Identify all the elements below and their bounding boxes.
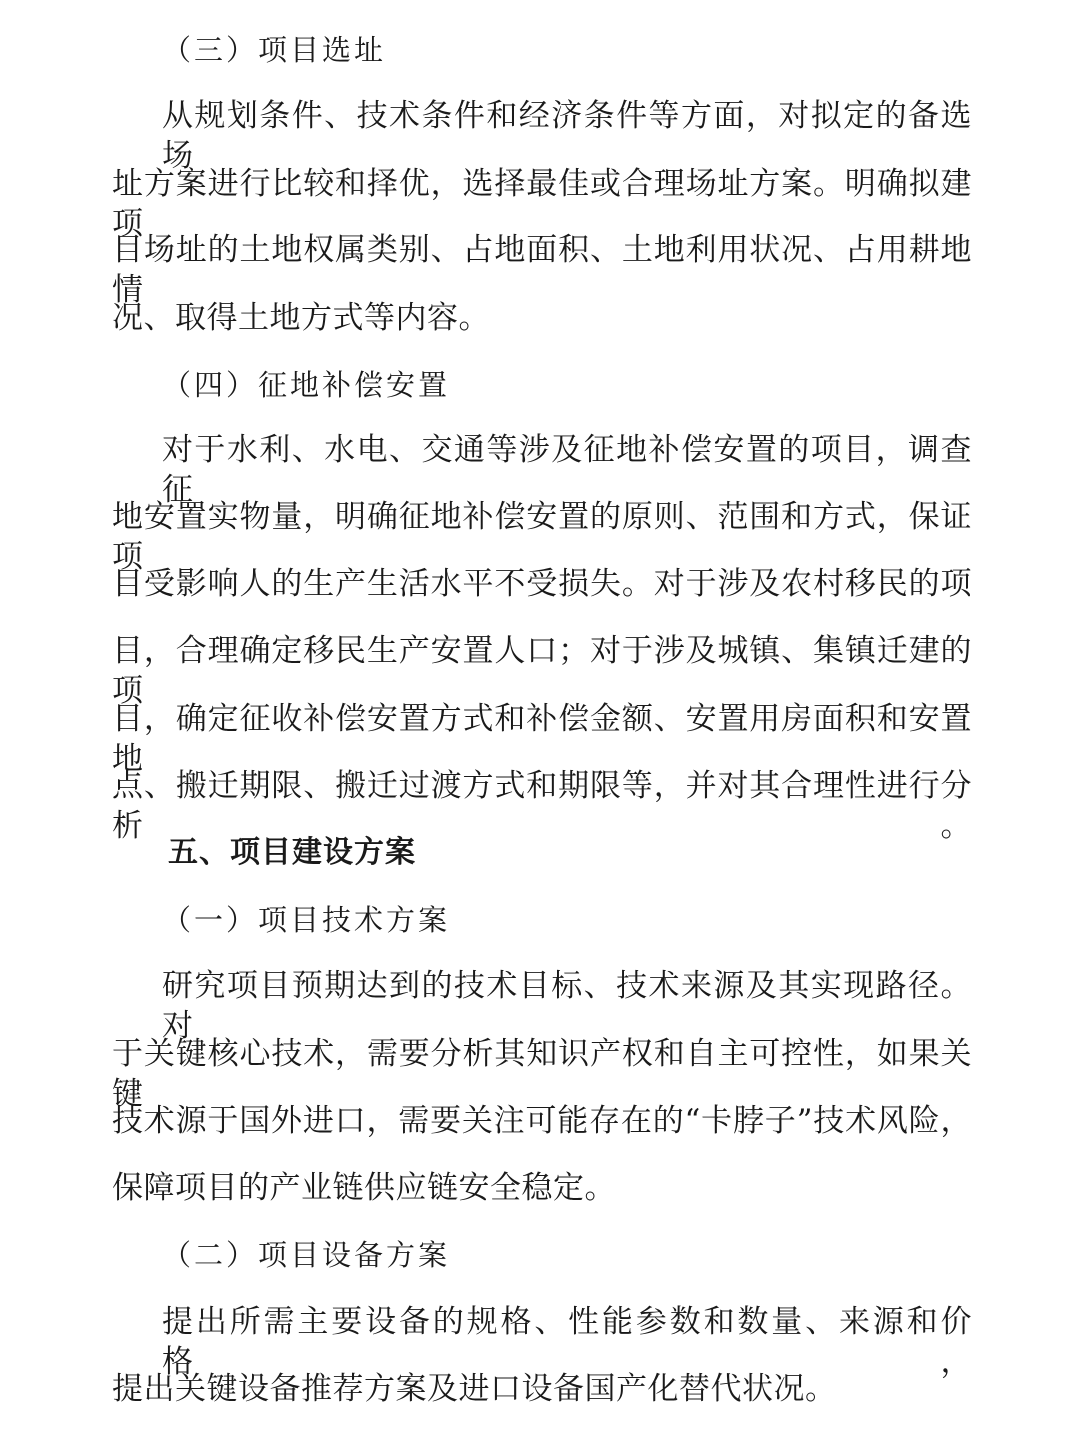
paragraph-line: 目场址的土地权属类别、占地面积、土地利用状况、占用耕地情 — [112, 232, 972, 308]
section-heading-land-compensation: （四）征地补偿安置 — [162, 368, 451, 402]
paragraph-line: 点、搬迁期限、搬迁过渡方式和期限等，并对其合理性进行分析。 — [112, 768, 972, 844]
paragraph-line: 址方案进行比较和择优，选择最佳或合理场址方案。明确拟建项 — [112, 166, 972, 242]
paragraph-line: 况、取得土地方式等内容。 — [112, 300, 490, 336]
paragraph-line: 目受影响人的生产生活水平不受损失。对于涉及农村移民的项 — [112, 566, 972, 602]
paragraph-line: 提出所需主要设备的规格、性能参数和数量、来源和价格， — [162, 1304, 972, 1380]
paragraph-line: 提出关键设备推荐方案及进口设备国产化替代状况。 — [112, 1371, 837, 1407]
paragraph-line: 保障项目的产业链供应链安全稳定。 — [112, 1170, 616, 1206]
section-heading-equipment-plan: （二）项目设备方案 — [162, 1238, 451, 1272]
paragraph-line: 目，合理确定移民生产安置人口；对于涉及城镇、集镇迁建的项 — [112, 633, 972, 709]
paragraph-line: 技术源于国外进口，需要关注可能存在的“卡脖子”技术风险， — [112, 1103, 972, 1139]
section-heading-site-selection: （三）项目选址 — [162, 33, 387, 67]
section-heading-technical-plan: （一）项目技术方案 — [162, 903, 451, 937]
chapter-heading-construction-plan: 五、项目建设方案 — [168, 835, 416, 870]
paragraph-line: 对于水利、水电、交通等涉及征地补偿安置的项目，调查征 — [162, 432, 972, 508]
paragraph-line: 于关键核心技术，需要分析其知识产权和自主可控性，如果关键 — [112, 1036, 972, 1112]
paragraph-line: 从规划条件、技术条件和经济条件等方面，对拟定的备选场 — [162, 98, 972, 174]
paragraph-line: 研究项目预期达到的技术目标、技术来源及其实现路径。对 — [162, 968, 972, 1044]
paragraph-line: 目，确定征收补偿安置方式和补偿金额、安置用房面积和安置地 — [112, 701, 972, 777]
paragraph-line: 地安置实物量，明确征地补偿安置的原则、范围和方式，保证项 — [112, 499, 972, 575]
